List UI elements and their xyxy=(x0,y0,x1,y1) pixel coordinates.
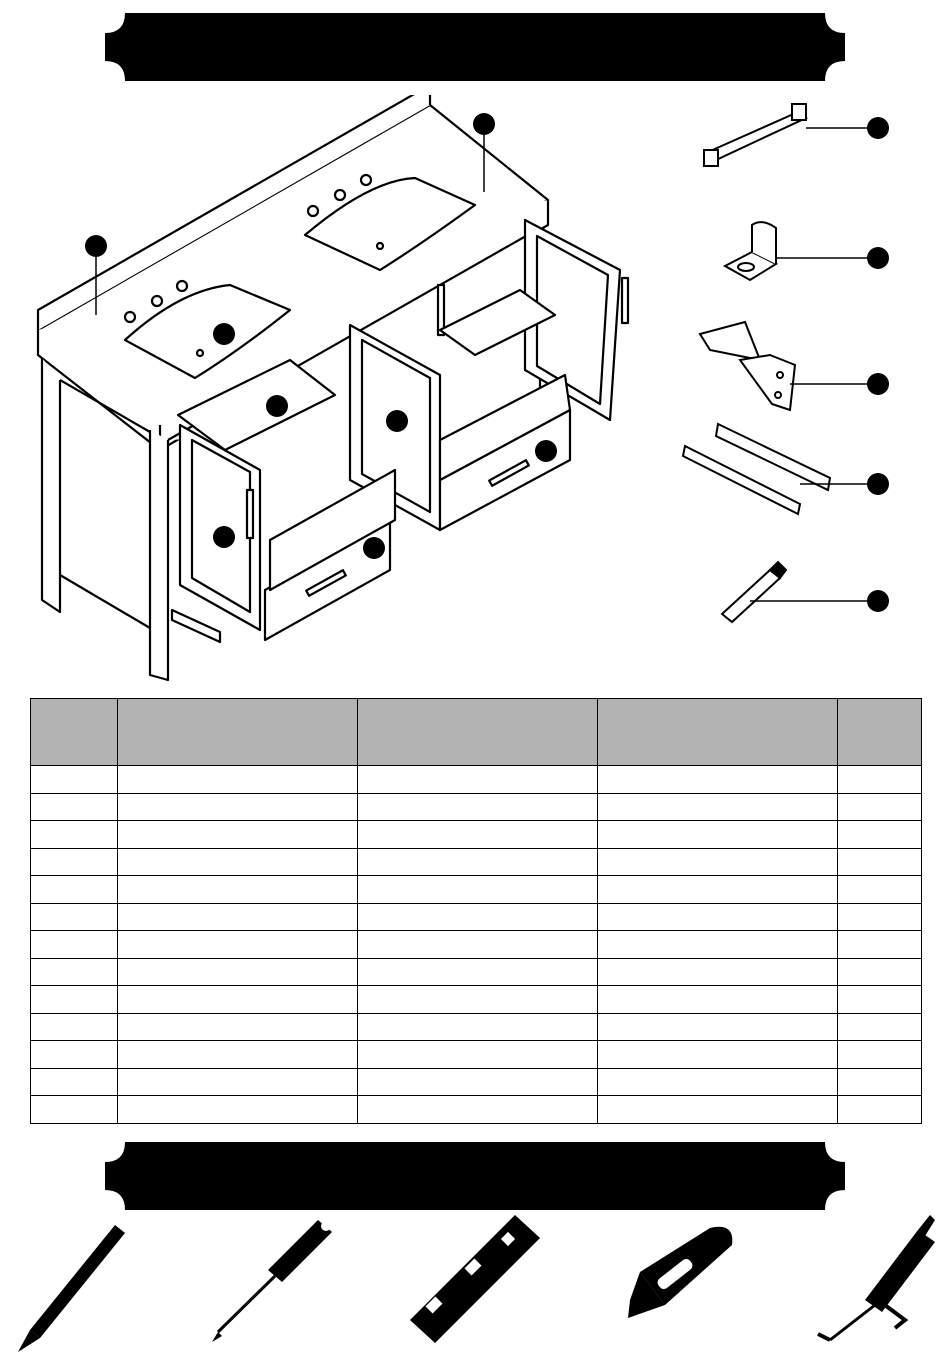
table-cell xyxy=(118,1041,358,1069)
table-cell xyxy=(358,1041,598,1069)
table-row xyxy=(31,848,922,876)
table-cell xyxy=(358,793,598,821)
table-row xyxy=(31,986,922,1014)
parts-table-header-row xyxy=(31,699,922,766)
table-cell xyxy=(838,766,922,794)
table-row xyxy=(31,793,922,821)
table-cell xyxy=(118,793,358,821)
table-cell xyxy=(598,986,838,1014)
vanity-cabinet xyxy=(38,95,628,680)
table-row xyxy=(31,1068,922,1096)
table-row xyxy=(31,1013,922,1041)
table-cell xyxy=(31,876,118,904)
header-cell xyxy=(838,699,922,766)
parts-table-body xyxy=(31,766,922,1124)
table-cell xyxy=(31,958,118,986)
table-cell xyxy=(358,986,598,1014)
table-cell xyxy=(118,876,358,904)
table-cell xyxy=(31,986,118,1014)
table-cell xyxy=(31,1096,118,1124)
table-cell xyxy=(838,821,922,849)
header-cell xyxy=(31,699,118,766)
table-cell xyxy=(118,986,358,1014)
table-cell xyxy=(118,848,358,876)
table-cell xyxy=(598,958,838,986)
table-cell xyxy=(838,1041,922,1069)
tools-banner xyxy=(105,1142,845,1210)
header-cell xyxy=(598,699,838,766)
table-cell xyxy=(838,1013,922,1041)
table-cell xyxy=(838,903,922,931)
table-cell xyxy=(838,876,922,904)
table-cell xyxy=(838,931,922,959)
table-row xyxy=(31,958,922,986)
table-cell xyxy=(31,1041,118,1069)
table-cell xyxy=(118,1096,358,1124)
table-cell xyxy=(358,1013,598,1041)
table-cell xyxy=(118,1068,358,1096)
table-cell xyxy=(598,1068,838,1096)
table-row xyxy=(31,1041,922,1069)
table-cell xyxy=(358,1068,598,1096)
table-row xyxy=(31,821,922,849)
hardware-callout-dots xyxy=(867,117,889,612)
table-cell xyxy=(31,1013,118,1041)
screwdriver-icon xyxy=(212,1220,332,1342)
table-cell xyxy=(31,931,118,959)
table-cell xyxy=(838,848,922,876)
table-cell xyxy=(31,848,118,876)
table-cell xyxy=(358,1096,598,1124)
table-cell xyxy=(598,793,838,821)
table-cell xyxy=(838,1068,922,1096)
table-row xyxy=(31,766,922,794)
table-cell xyxy=(838,793,922,821)
shelf-pin-icon xyxy=(725,222,878,280)
table-cell xyxy=(598,931,838,959)
table-cell xyxy=(31,821,118,849)
hardware-banner xyxy=(105,13,845,81)
table-cell xyxy=(598,848,838,876)
table-cell xyxy=(598,821,838,849)
banner-title xyxy=(105,13,845,81)
drawer-slide-icon xyxy=(683,424,878,514)
utility-knife-icon xyxy=(628,1227,732,1318)
table-cell xyxy=(118,903,358,931)
table-cell xyxy=(118,1013,358,1041)
table-cell xyxy=(358,931,598,959)
header-cell xyxy=(118,699,358,766)
table-cell xyxy=(358,958,598,986)
table-cell xyxy=(358,876,598,904)
table-cell xyxy=(358,848,598,876)
touch-up-pen-icon xyxy=(722,562,868,622)
pencil-icon xyxy=(18,1225,125,1352)
table-row xyxy=(31,931,922,959)
table-cell xyxy=(598,876,838,904)
vanity-exploded-diagram xyxy=(0,95,950,690)
table-row xyxy=(31,876,922,904)
table-cell xyxy=(358,903,598,931)
level-icon xyxy=(410,1215,540,1343)
table-cell xyxy=(598,1041,838,1069)
table-cell xyxy=(598,1013,838,1041)
table-cell xyxy=(31,1068,118,1096)
table-cell xyxy=(31,793,118,821)
table-cell xyxy=(838,986,922,1014)
table-cell xyxy=(31,766,118,794)
header-cell xyxy=(358,699,598,766)
table-cell xyxy=(838,1096,922,1124)
table-row xyxy=(31,1096,922,1124)
table-cell xyxy=(358,766,598,794)
table-cell xyxy=(31,903,118,931)
table-cell xyxy=(598,766,838,794)
table-cell xyxy=(838,958,922,986)
table-cell xyxy=(118,958,358,986)
table-cell xyxy=(118,821,358,849)
parts-table xyxy=(30,698,922,1124)
caulk-gun-icon xyxy=(818,1215,935,1340)
table-row xyxy=(31,903,922,931)
table-cell xyxy=(118,766,358,794)
banner-title xyxy=(105,1142,845,1210)
table-cell xyxy=(118,931,358,959)
table-cell xyxy=(358,821,598,849)
tools-row xyxy=(0,1212,950,1353)
table-cell xyxy=(598,1096,838,1124)
table-cell xyxy=(598,903,838,931)
towel-bar-icon xyxy=(704,104,878,166)
hinge-icon xyxy=(700,322,878,410)
